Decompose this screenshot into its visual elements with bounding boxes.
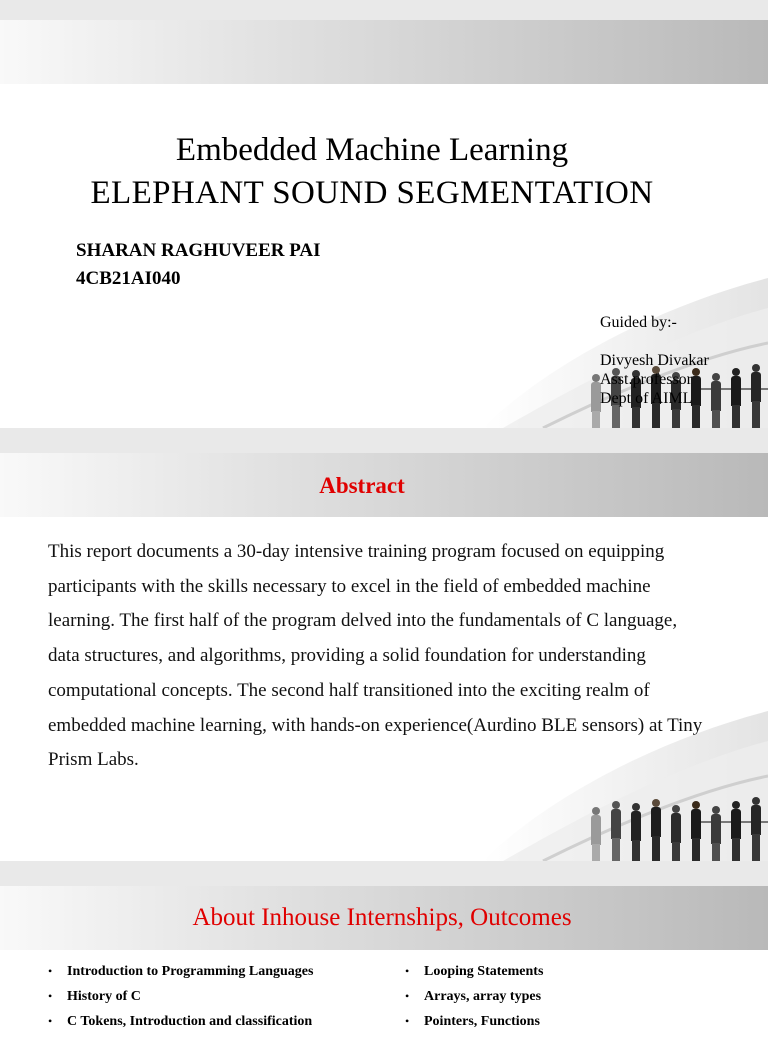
guide-title: Asst.professor: [600, 371, 692, 388]
guide-label: Guided by:-: [600, 314, 677, 331]
outcomes-slide: [0, 886, 768, 1046]
bullet-icon: •: [405, 964, 410, 978]
registration-number: 4CB21AI040: [76, 268, 181, 289]
outcomes-list-left: [48, 964, 313, 1039]
bullet-icon: •: [48, 964, 53, 978]
list-item: [405, 964, 543, 989]
list-item-label: Introduction to Programming Languages: [67, 964, 314, 979]
list-item: [48, 964, 313, 989]
outcomes-list-right: [405, 964, 543, 1039]
abstract-heading: Abstract: [319, 473, 405, 498]
abstract-body: This report documents a 30-day intensive training program focused on equipping participants with the skills necessary to excel in the field of embedded machine learning. The first half of the program delved into the fundamentals of C language, data structures, and algorithms, providing a solid foundation for understanding computational concepts. The second half transitioned into the exciting realm of embedded machine learning, with hands-on experience(Aurdino BLE sensors) at Tiny Prism Labs.: [48, 541, 703, 771]
people-silhouettes: [583, 791, 768, 861]
guide-name: Divyesh Divakar: [600, 352, 709, 369]
list-item-label: Arrays, array types: [424, 989, 542, 1004]
outcomes-heading: About Inhouse Internships, Outcomes: [192, 904, 572, 931]
list-item-label: History of C: [67, 989, 141, 1004]
title-slide: [0, 20, 768, 428]
list-item-label: Looping Statements: [424, 964, 544, 979]
bullet-icon: •: [405, 989, 410, 1003]
author-name: SHARAN RAGHUVEER PAI: [76, 240, 321, 261]
list-item-label: Pointers, Functions: [424, 1014, 540, 1029]
list-item: [405, 989, 543, 1014]
header-band: [0, 20, 768, 84]
abstract-slide: [0, 453, 768, 861]
list-item-label: C Tokens, Introduction and classification: [67, 1014, 313, 1029]
list-item: [48, 989, 313, 1014]
list-item: [48, 1014, 313, 1039]
list-item: [405, 1014, 543, 1039]
bullet-icon: •: [48, 1014, 53, 1028]
project-title: ELEPHANT SOUND SEGMENTATION: [90, 175, 654, 211]
guide-department: Dept of AIML: [600, 390, 693, 407]
decorative-people-image: [483, 711, 768, 861]
slide-title: Embedded Machine Learning: [175, 132, 569, 168]
bullet-icon: •: [405, 1014, 410, 1028]
bullet-icon: •: [48, 989, 53, 1003]
